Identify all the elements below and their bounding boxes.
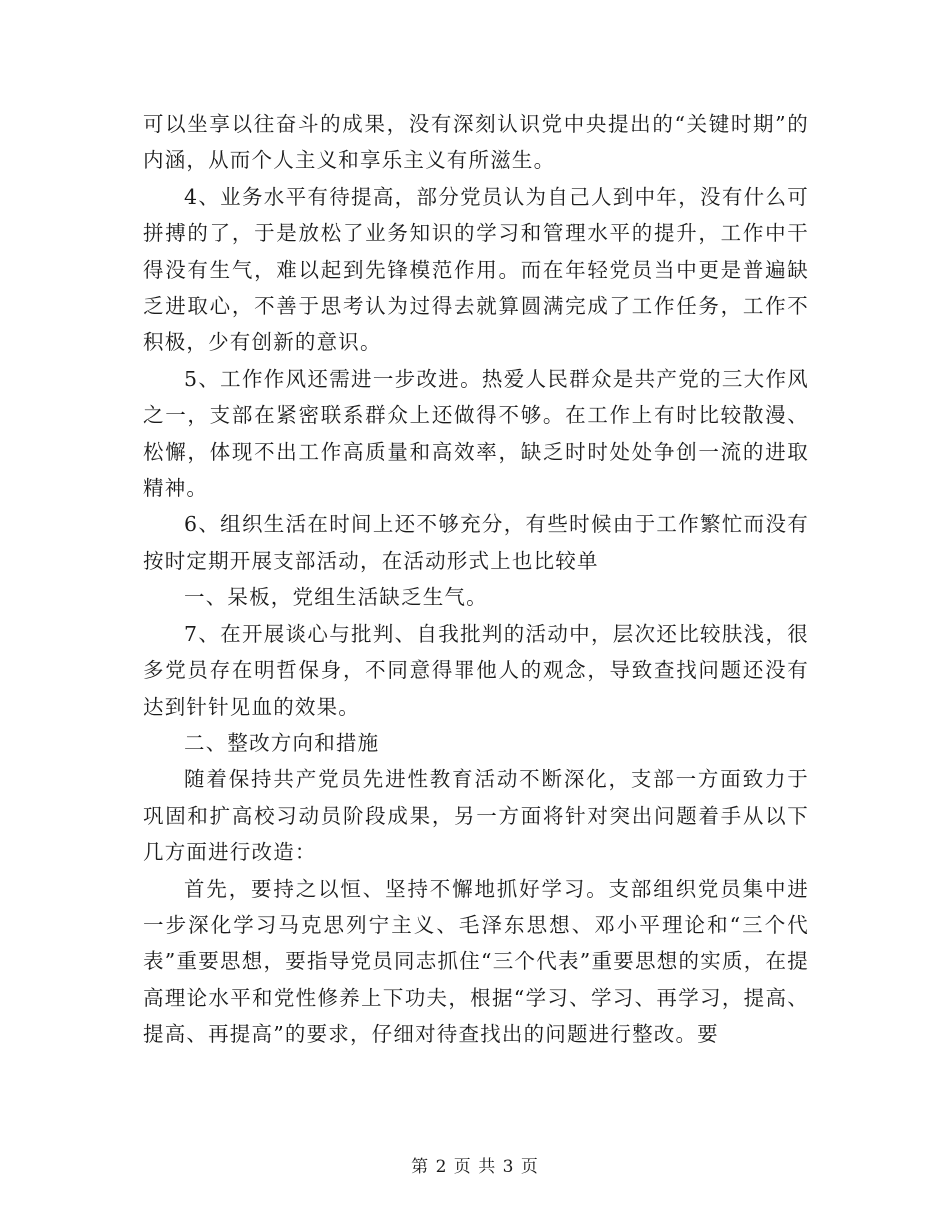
paragraph-item-4: 4、业务水平有待提高，部分党员认为自己人到中年，没有什么可拼搏的了，于是放松了业务知识的学习和管理水平的提升，工作中干得没有生气，难以起到先锋模范作用。而在年轻党员当中更是普遍缺乏进取心，不善于思考认为过得去就算圆满完成了工作任务，工作不积极，少有创新的意识。	[143, 184, 809, 355]
paragraph-item-6: 6、组织生活在时间上还不够充分，有些时候由于工作繁忙而没有按时定期开展支部活动，在活动形式上也比较单	[143, 512, 809, 573]
paragraph-item-5: 5、工作作风还需进一步改进。热爱人民群众是共产党的三大作风之一，支部在紧密联系群众上还做得不够。在工作上有时比较散漫、松懈，体现不出工作高质量和高效率，缺乏时时处处争创一流的进取精神。	[143, 366, 809, 501]
paragraph-item-6-continued: 一、呆板，党组生活缺乏生气。	[184, 585, 488, 610]
page-number-footer: 第 2 页 共 3 页	[411, 1157, 539, 1177]
paragraph-continuation: 可以坐享以往奋斗的成果，没有深刻认识党中央提出的“关键时期”的内涵，从而个人主义和享乐主义有所滋生。	[143, 112, 809, 173]
paragraph-item-7: 7、在开展谈心与批判、自我批判的活动中，层次还比较肤浅，很多党员存在明哲保身，不同意得罪他人的观念，导致查找问题还没有达到针针见血的效果。	[143, 621, 809, 719]
paragraph-intro: 随着保持共产党员先进性教育活动不断深化，支部一方面致力于巩固和扩高校习动员阶段成果，另一方面将针对突出问题着手从以下几方面进行改造：	[143, 767, 809, 865]
document-body	[143, 106, 809, 1053]
paragraph-first-measure: 首先，要持之以恒、坚持不懈地抓好学习。支部组织党员集中进一步深化学习马克思列宁主义、毛泽东思想、邓小平理论和“三个代表”重要思想，要指导党员同志抓住“三个代表”重要思想的实质，在提高理论水平和党性修养上下功夫，根据“学习、学习、再学习，提高、提高、再提高”的要求，仔细对待查找出的问题进行整改。要	[143, 876, 809, 1047]
section-heading-2: 二、整改方向和措施	[184, 730, 380, 755]
